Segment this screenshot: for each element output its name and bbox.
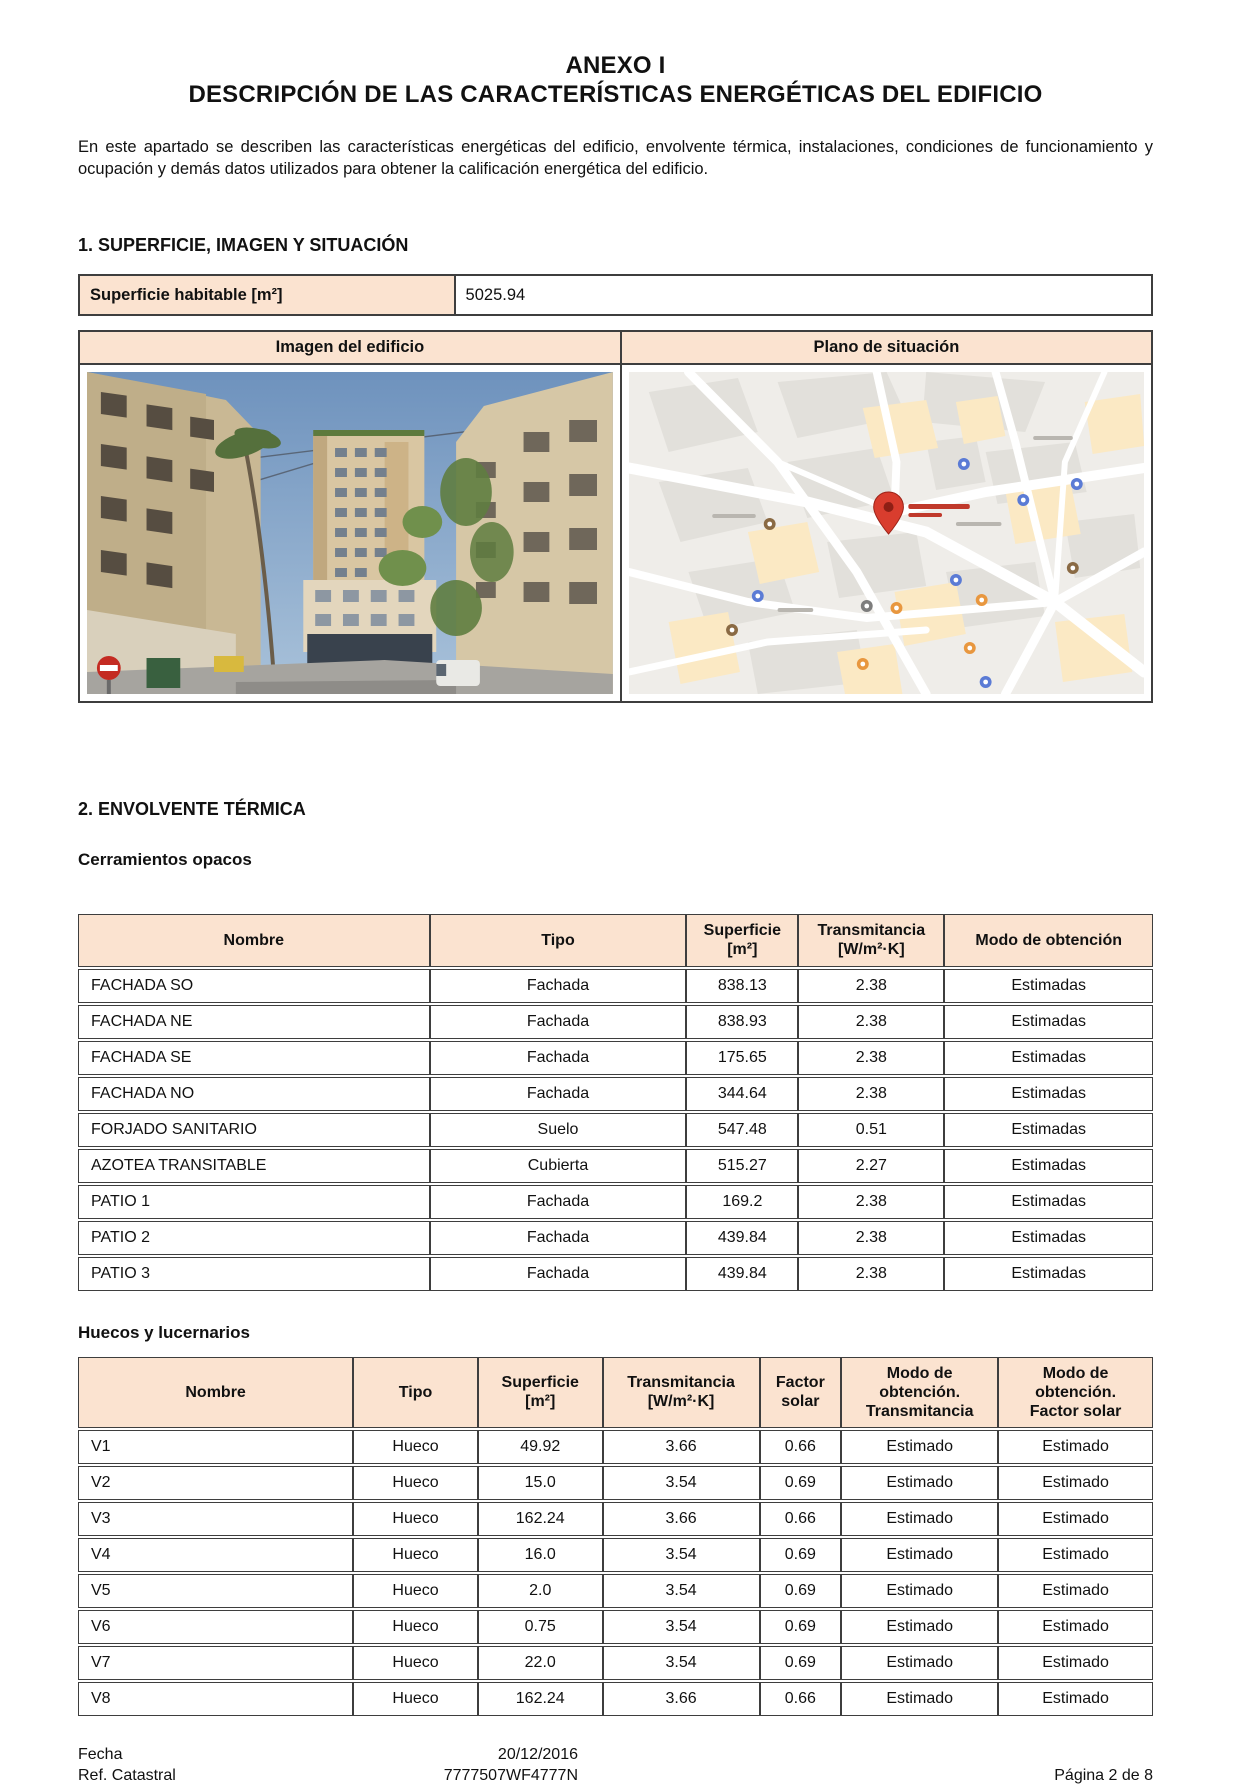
cell: 838.13 bbox=[686, 969, 798, 1003]
cell: 2.38 bbox=[798, 1221, 944, 1255]
table-row bbox=[78, 1502, 1153, 1536]
cell: Fachada bbox=[430, 1077, 687, 1111]
cell: Estimado bbox=[841, 1574, 998, 1608]
table-row bbox=[78, 1574, 1153, 1608]
section-2-heading: 2. ENVOLVENTE TÉRMICA bbox=[78, 799, 306, 820]
cell: Estimado bbox=[998, 1574, 1153, 1608]
cell: 515.27 bbox=[686, 1149, 798, 1183]
cell: FACHADA NO bbox=[78, 1077, 430, 1111]
page-number: Página 2 de 8 bbox=[1054, 1767, 1153, 1785]
column-header: Transmitancia [W/m²·K] bbox=[798, 914, 944, 966]
cell: Hueco bbox=[353, 1646, 478, 1680]
cell: 547.48 bbox=[686, 1113, 798, 1147]
cell: V2 bbox=[78, 1466, 353, 1500]
column-header: Modo de obtención. Transmitancia bbox=[841, 1357, 998, 1429]
cell: 0.69 bbox=[760, 1574, 842, 1608]
cell: Hueco bbox=[353, 1610, 478, 1644]
cell: 2.27 bbox=[798, 1149, 944, 1183]
table-row bbox=[78, 1646, 1153, 1680]
table-row bbox=[78, 1610, 1153, 1644]
situation-map-icon bbox=[629, 372, 1144, 694]
cell: Estimado bbox=[998, 1538, 1153, 1572]
table-row bbox=[78, 1257, 1153, 1291]
cell: Estimadas bbox=[944, 1077, 1153, 1111]
cell: 3.54 bbox=[603, 1646, 760, 1680]
ref-catastral-label: Ref. Catastral bbox=[78, 1767, 176, 1785]
cell: 169.2 bbox=[686, 1185, 798, 1219]
cell: Fachada bbox=[430, 969, 687, 1003]
panel-header-row bbox=[79, 331, 1152, 364]
superficie-habitable-value: 5025.94 bbox=[455, 275, 1152, 315]
cell: Suelo bbox=[430, 1113, 687, 1147]
cell: Estimado bbox=[998, 1610, 1153, 1644]
cell: Estimado bbox=[998, 1646, 1153, 1680]
cell: Estimado bbox=[998, 1502, 1153, 1536]
footer-row-fecha bbox=[78, 1744, 1153, 1765]
cell: 439.84 bbox=[686, 1257, 798, 1291]
column-header: Superficie [m²] bbox=[478, 1357, 603, 1429]
cell: Estimadas bbox=[944, 1041, 1153, 1075]
cell: FACHADA SE bbox=[78, 1041, 430, 1075]
cell: FACHADA NE bbox=[78, 1005, 430, 1039]
table-row bbox=[78, 1221, 1153, 1255]
table-row bbox=[78, 1466, 1153, 1500]
cell: 2.38 bbox=[798, 1077, 944, 1111]
cell: Estimado bbox=[841, 1610, 998, 1644]
panel-body-row bbox=[79, 364, 1152, 702]
cell: Estimadas bbox=[944, 969, 1153, 1003]
cell: V4 bbox=[78, 1538, 353, 1572]
cell: V3 bbox=[78, 1502, 353, 1536]
cell: Fachada bbox=[430, 1005, 687, 1039]
cell: Estimado bbox=[841, 1682, 998, 1716]
cell: Estimadas bbox=[944, 1257, 1153, 1291]
cell: Estimado bbox=[998, 1466, 1153, 1500]
cell: Hueco bbox=[353, 1682, 478, 1716]
cell: 3.54 bbox=[603, 1466, 760, 1500]
cell: 2.0 bbox=[478, 1574, 603, 1608]
cell: 0.51 bbox=[798, 1113, 944, 1147]
intro-paragraph: En este apartado se describen las características energéticas del edificio, envolvente térmica, instalaciones, condiciones de funcionamiento y ocupación y demás datos utilizados para obtener la calificación energética del edificio. bbox=[78, 137, 1153, 179]
title-line-2: DESCRIPCIÓN DE LAS CARACTERÍSTICAS ENERGÉTICAS DEL EDIFICIO bbox=[188, 80, 1043, 108]
cell: V8 bbox=[78, 1682, 353, 1716]
cell: V5 bbox=[78, 1574, 353, 1608]
superficie-table bbox=[78, 274, 1153, 316]
cell: Hueco bbox=[353, 1430, 478, 1464]
huecos-lucernarios-table bbox=[78, 1355, 1153, 1719]
map-panel-header: Plano de situación bbox=[621, 331, 1152, 364]
column-header: Transmitancia [W/m²·K] bbox=[603, 1357, 760, 1429]
building-photo-cell bbox=[79, 364, 621, 702]
table-row bbox=[78, 1538, 1153, 1572]
cell: AZOTEA TRANSITABLE bbox=[78, 1149, 430, 1183]
cell: Estimadas bbox=[944, 1149, 1153, 1183]
table-row bbox=[78, 1149, 1153, 1183]
cell: Hueco bbox=[353, 1574, 478, 1608]
column-header: Nombre bbox=[78, 1357, 353, 1429]
cell: Estimado bbox=[998, 1430, 1153, 1464]
cell: 0.69 bbox=[760, 1466, 842, 1500]
ref-catastral-value: 7777507WF4777N bbox=[443, 1767, 578, 1785]
cell: 3.54 bbox=[603, 1538, 760, 1572]
huecos-subheading: Huecos y lucernarios bbox=[78, 1322, 250, 1342]
cell: 0.69 bbox=[760, 1538, 842, 1572]
cell: 0.66 bbox=[760, 1430, 842, 1464]
cell: 162.24 bbox=[478, 1502, 603, 1536]
cell: FORJADO SANITARIO bbox=[78, 1113, 430, 1147]
cell: 16.0 bbox=[478, 1538, 603, 1572]
cell: Estimadas bbox=[944, 1113, 1153, 1147]
cell: 838.93 bbox=[686, 1005, 798, 1039]
cell: Estimadas bbox=[944, 1221, 1153, 1255]
column-header: Factor solar bbox=[760, 1357, 842, 1429]
cell: 3.66 bbox=[603, 1430, 760, 1464]
situation-map-cell bbox=[621, 364, 1152, 702]
cell: 0.66 bbox=[760, 1502, 842, 1536]
cell: Estimado bbox=[841, 1430, 998, 1464]
table-row bbox=[79, 275, 1152, 315]
column-header: Tipo bbox=[430, 914, 687, 966]
column-header: Modo de obtención bbox=[944, 914, 1153, 966]
cell: Hueco bbox=[353, 1466, 478, 1500]
column-header: Modo de obtención. Factor solar bbox=[998, 1357, 1153, 1429]
cell: Fachada bbox=[430, 1257, 687, 1291]
cell: 0.69 bbox=[760, 1610, 842, 1644]
section-1-heading: 1. SUPERFICIE, IMAGEN Y SITUACIÓN bbox=[78, 235, 409, 256]
header-row bbox=[78, 914, 1153, 966]
cell: FACHADA SO bbox=[78, 969, 430, 1003]
cell: 22.0 bbox=[478, 1646, 603, 1680]
cell: V1 bbox=[78, 1430, 353, 1464]
fecha-value: 20/12/2016 bbox=[497, 1746, 578, 1764]
table-row bbox=[78, 1077, 1153, 1111]
fecha-label: Fecha bbox=[78, 1746, 123, 1764]
table-row bbox=[78, 1041, 1153, 1075]
cell: Fachada bbox=[430, 1221, 687, 1255]
cell: Estimado bbox=[998, 1682, 1153, 1716]
image-map-panel bbox=[78, 330, 1153, 703]
cell: Estimado bbox=[841, 1466, 998, 1500]
cell: Hueco bbox=[353, 1502, 478, 1536]
table-row bbox=[78, 1682, 1153, 1716]
cell: Estimado bbox=[841, 1538, 998, 1572]
cell: Estimado bbox=[841, 1646, 998, 1680]
cell: Estimado bbox=[841, 1502, 998, 1536]
table-row bbox=[78, 1113, 1153, 1147]
cell: 2.38 bbox=[798, 1005, 944, 1039]
cell: 3.54 bbox=[603, 1574, 760, 1608]
footer-row-ref bbox=[78, 1765, 1153, 1786]
cell: Fachada bbox=[430, 1041, 687, 1075]
header-row bbox=[78, 1357, 1153, 1429]
table-row bbox=[78, 1430, 1153, 1464]
table-row bbox=[78, 1005, 1153, 1039]
column-header: Nombre bbox=[78, 914, 430, 966]
cell: PATIO 2 bbox=[78, 1221, 430, 1255]
cell: 162.24 bbox=[478, 1682, 603, 1716]
title-line-1: ANEXO I bbox=[565, 52, 666, 79]
cell: 2.38 bbox=[798, 1257, 944, 1291]
image-panel-header: Imagen del edificio bbox=[79, 331, 621, 364]
table-row bbox=[78, 969, 1153, 1003]
cell: 0.66 bbox=[760, 1682, 842, 1716]
cell: Cubierta bbox=[430, 1149, 687, 1183]
cell: PATIO 1 bbox=[78, 1185, 430, 1219]
page-title bbox=[78, 52, 1153, 110]
cell: 3.54 bbox=[603, 1610, 760, 1644]
cell: Fachada bbox=[430, 1185, 687, 1219]
cell: 2.38 bbox=[798, 1185, 944, 1219]
cell: 2.38 bbox=[798, 969, 944, 1003]
cell: Hueco bbox=[353, 1538, 478, 1572]
cerramientos-opacos-table bbox=[78, 912, 1153, 1292]
cell: V6 bbox=[78, 1610, 353, 1644]
cell: V7 bbox=[78, 1646, 353, 1680]
cell: PATIO 3 bbox=[78, 1257, 430, 1291]
cell: 0.69 bbox=[760, 1646, 842, 1680]
table-row bbox=[78, 1185, 1153, 1219]
cell: 439.84 bbox=[686, 1221, 798, 1255]
cell: Estimadas bbox=[944, 1005, 1153, 1039]
cell: 15.0 bbox=[478, 1466, 603, 1500]
cell: 344.64 bbox=[686, 1077, 798, 1111]
superficie-habitable-label: Superficie habitable [m²] bbox=[79, 275, 455, 315]
page-footer bbox=[78, 1744, 1153, 1786]
building-photo-icon bbox=[87, 372, 613, 694]
cell: 3.66 bbox=[603, 1502, 760, 1536]
column-header: Superficie [m²] bbox=[686, 914, 798, 966]
cell: Estimadas bbox=[944, 1185, 1153, 1219]
cell: 175.65 bbox=[686, 1041, 798, 1075]
cell: 49.92 bbox=[478, 1430, 603, 1464]
cell: 0.75 bbox=[478, 1610, 603, 1644]
opacos-subheading: Cerramientos opacos bbox=[78, 850, 252, 870]
column-header: Tipo bbox=[353, 1357, 478, 1429]
cell: 3.66 bbox=[603, 1682, 760, 1716]
cell: 2.38 bbox=[798, 1041, 944, 1075]
